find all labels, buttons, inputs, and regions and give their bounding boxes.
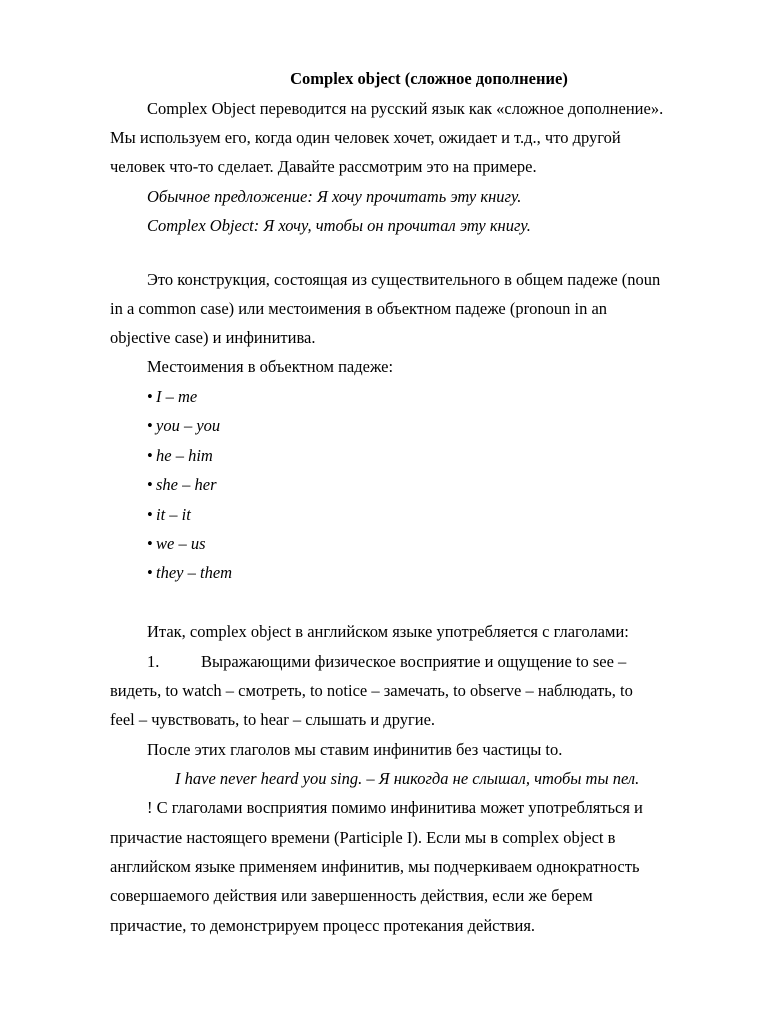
list-item xyxy=(147,416,767,436)
intro-line-1: Complex Object переводится на русский язык как «сложное дополнение». xyxy=(147,99,664,118)
item-text-line-3: feel – чувствовать, to hear – слышать и другие. xyxy=(110,710,436,729)
list-item xyxy=(147,534,767,554)
construction-line-2: in a common case) или местоимения в объектном падеже (pronoun in an xyxy=(110,299,608,318)
intro-line-3: человек что-то сделает. Давайте рассмотрим это на примере. xyxy=(110,157,537,176)
pronoun-pair: you – you xyxy=(156,416,221,435)
construction-line-1: Это конструкция, состоящая из существительного в общем падеже (noun xyxy=(147,270,661,289)
usage-intro: Итак, complex object в английском языке употребляется с глаголами: xyxy=(147,622,629,641)
pronoun-pair: he – him xyxy=(156,446,213,465)
item-text-line-2: видеть, to watch – смотреть, to notice – замечать, to observe – наблюдать, to xyxy=(110,681,633,700)
note-line-3: английском языке применяем инфинитив, мы подчеркиваем однократность xyxy=(110,857,640,876)
note-line-5: причастие, то демонстрируем процесс протекания действия. xyxy=(110,916,536,935)
bullet-icon: • xyxy=(147,446,153,465)
item-number: 1. xyxy=(147,652,160,671)
note-line-2: причастие настоящего времени (Participle I). Если мы в complex object в xyxy=(110,828,616,847)
pronoun-pair: she – her xyxy=(156,475,217,494)
example-plain: Обычное предложение: Я хочу прочитать эту книгу. xyxy=(147,187,522,206)
bullet-icon: • xyxy=(147,563,153,582)
list-item xyxy=(147,446,767,466)
example-sing: I have never heard you sing. – Я никогда не слышал, чтобы ты пел. xyxy=(175,769,640,788)
bullet-icon: • xyxy=(147,416,153,435)
pronouns-heading: Местоимения в объектном падеже: xyxy=(147,357,394,376)
pronoun-pair: we – us xyxy=(156,534,206,553)
list-item xyxy=(147,475,767,495)
bullet-icon: • xyxy=(147,387,153,406)
numbered-item-1 xyxy=(147,652,767,672)
page-title: Complex object (сложное дополнение) xyxy=(290,69,568,88)
pronoun-pair: it – it xyxy=(156,505,191,524)
bullet-icon: • xyxy=(147,534,153,553)
note-line-4: совершаемого действия или завершенность действия, если же берем xyxy=(110,886,593,905)
list-item xyxy=(147,563,767,583)
pronoun-pair: I – me xyxy=(156,387,198,406)
pronoun-pair: they – them xyxy=(156,563,233,582)
construction-line-3: objective case) и инфинитива. xyxy=(110,328,316,347)
example-complex: Complex Object: Я хочу, чтобы он прочитал эту книгу. xyxy=(147,216,531,235)
note-line-1: ! С глаголами восприятия помимо инфинитива может употребляться и xyxy=(147,798,643,817)
list-item xyxy=(147,505,767,525)
bullet-icon: • xyxy=(147,505,153,524)
bullet-icon: • xyxy=(147,475,153,494)
intro-line-2: Мы используем его, когда один человек хочет, ожидает и т.д., что другой xyxy=(110,128,621,147)
after-verbs-note: После этих глаголов мы ставим инфинитив без частицы to. xyxy=(147,740,563,759)
item-text-line-1: Выражающими физическое восприятие и ощущение to see – xyxy=(201,652,627,671)
list-item xyxy=(147,387,767,407)
